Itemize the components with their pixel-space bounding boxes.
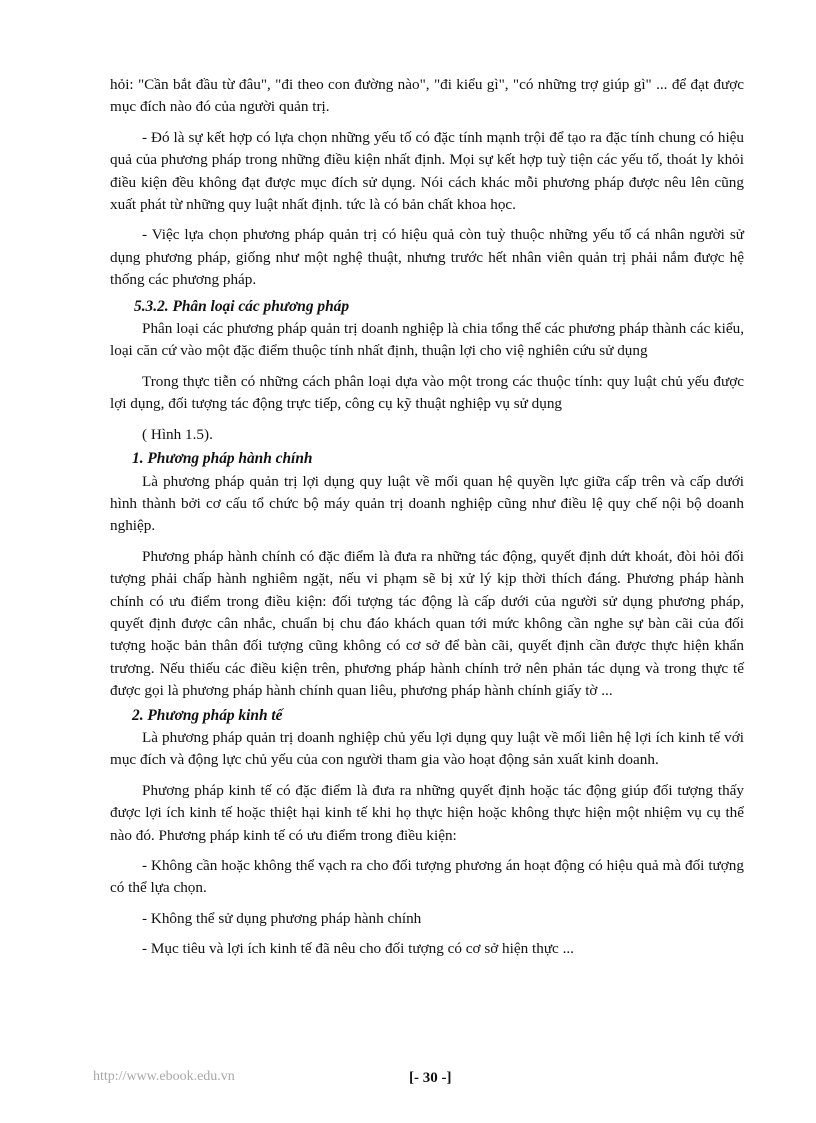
paragraph: Trong thực tiễn có những cách phân loại dựa vào một trong các thuộc tính: quy luật chủ yếu được lợi dụng, đối tượng tác động trực tiếp, công cụ kỹ thuật nghiệp vụ sử dụng bbox=[110, 372, 744, 413]
paragraph: hỏi: "Cần bắt đầu từ đâu", "đi theo con đường nào", "đi kiểu gì", "có những trợ giúp gì" ... để đạt được mục đích nào đó của người quản trị. bbox=[110, 76, 744, 116]
paragraph: - Đó là sự kết hợp có lựa chọn những yếu tố có đặc tính mạnh trội để tạo ra đặc tính chung có hiệu quả của phương pháp trong những điều kiện nhất định. Mọi sự kết hợp tuỳ tiện các yếu tố, thoát ly khỏi điều kiện đều không đạt được mục đích sử dụng. Nói cách khác mỗi phương pháp được nêu lên cũng xuất phát từ những quy luật nhất định. tức là có bản chất khoa học. bbox=[110, 128, 744, 214]
page-number: [- 30 -] bbox=[409, 1070, 452, 1086]
list-item: - Không cần hoặc không thể vạch ra cho đối tượng phương án hoạt động có hiệu quả mà đối tượng có thể lựa chọn. bbox=[110, 857, 744, 897]
paragraph: Phương pháp kinh tế có đặc điểm là đưa ra những quyết định hoặc tác động giúp đối tượng thấy được lợi ích kinh tế hoặc thiệt hại kinh tế khi họ thực hiện hoặc không thực hiện một nhiệm vụ cụ thể nào đó. Phương pháp kinh tế có ưu điểm trong điều kiện: bbox=[110, 781, 744, 844]
list-item: - Mục tiêu và lợi ích kinh tế đã nêu cho đối tượng có cơ sở hiện thực ... bbox=[142, 940, 574, 958]
section-heading-5-3-2: 5.3.2. Phân loại các phương pháp bbox=[134, 297, 350, 315]
list-item: - Không thể sử dụng phương pháp hành chính bbox=[142, 909, 422, 927]
subsection-heading-1: 1. Phương pháp hành chính bbox=[132, 450, 313, 468]
footer-url: http://www.ebook.edu.vn bbox=[93, 1069, 235, 1084]
page-body bbox=[110, 74, 744, 961]
paragraph: Là phương pháp quản trị doanh nghiệp chủ yếu lợi dụng quy luật về mối liên hệ lợi ích kinh tế với mục đích và động lực chủ yếu của con người tham gia vào hoạt động sản xuất kinh doanh. bbox=[110, 728, 744, 769]
paragraph: Phân loại các phương pháp quản trị doanh nghiệp là chia tổng thể các phương pháp thành các kiểu, loại căn cứ vào một đặc điểm thuộc tính nhất định, thuận lợi cho việ nghiên cứu sử dụng bbox=[110, 320, 744, 360]
paragraph: Là phương pháp quản trị lợi dụng quy luật về mối quan hệ quyền lực giữa cấp trên và cấp dưới hình thành bởi cơ cấu tổ chức bộ máy quản trị doanh nghiệp cũng như điều lệ quy chế nội bộ doanh nghiệp. bbox=[110, 472, 744, 535]
paragraph: Phương pháp hành chính có đặc điểm là đưa ra những tác động, quyết định dứt khoát, đòi hỏi đối tượng phải chấp hành nghiêm ngặt, nếu vi phạm sẽ bị xử lý kịp thời thích đáng. Phương pháp hành chính có ưu điểm trong điều kiện: đối tượng tác động là cấp dưới của người sử dụng phương pháp, quyết định được cân nhắc, chuẩn bị chu đáo khách quan tới mức không cần nghe sự bàn cãi của đối tượng hoặc bản thân đối tượng cũng không có cơ sở để bàn cãi, quyết định cần được thực hiện khẩn trương. Nếu thiếu các điều kiện trên, phương pháp hành chính trở nên phản tác dụng và trong thực tế được gọi là phương pháp hành chính quan liêu, phương pháp hành chính giấy tờ ... bbox=[110, 547, 744, 700]
figure-reference: ( Hình 1.5). bbox=[142, 425, 213, 443]
subsection-heading-2: 2. Phương pháp kinh tế bbox=[132, 706, 283, 724]
paragraph: - Việc lựa chọn phương pháp quản trị có hiệu quả còn tuỳ thuộc những yếu tố cá nhân người sử dụng phương pháp, giống như một nghệ thuật, nhưng trước hết nhân viên quản trị phải nắm được hệ thống các phương pháp. bbox=[110, 226, 744, 289]
